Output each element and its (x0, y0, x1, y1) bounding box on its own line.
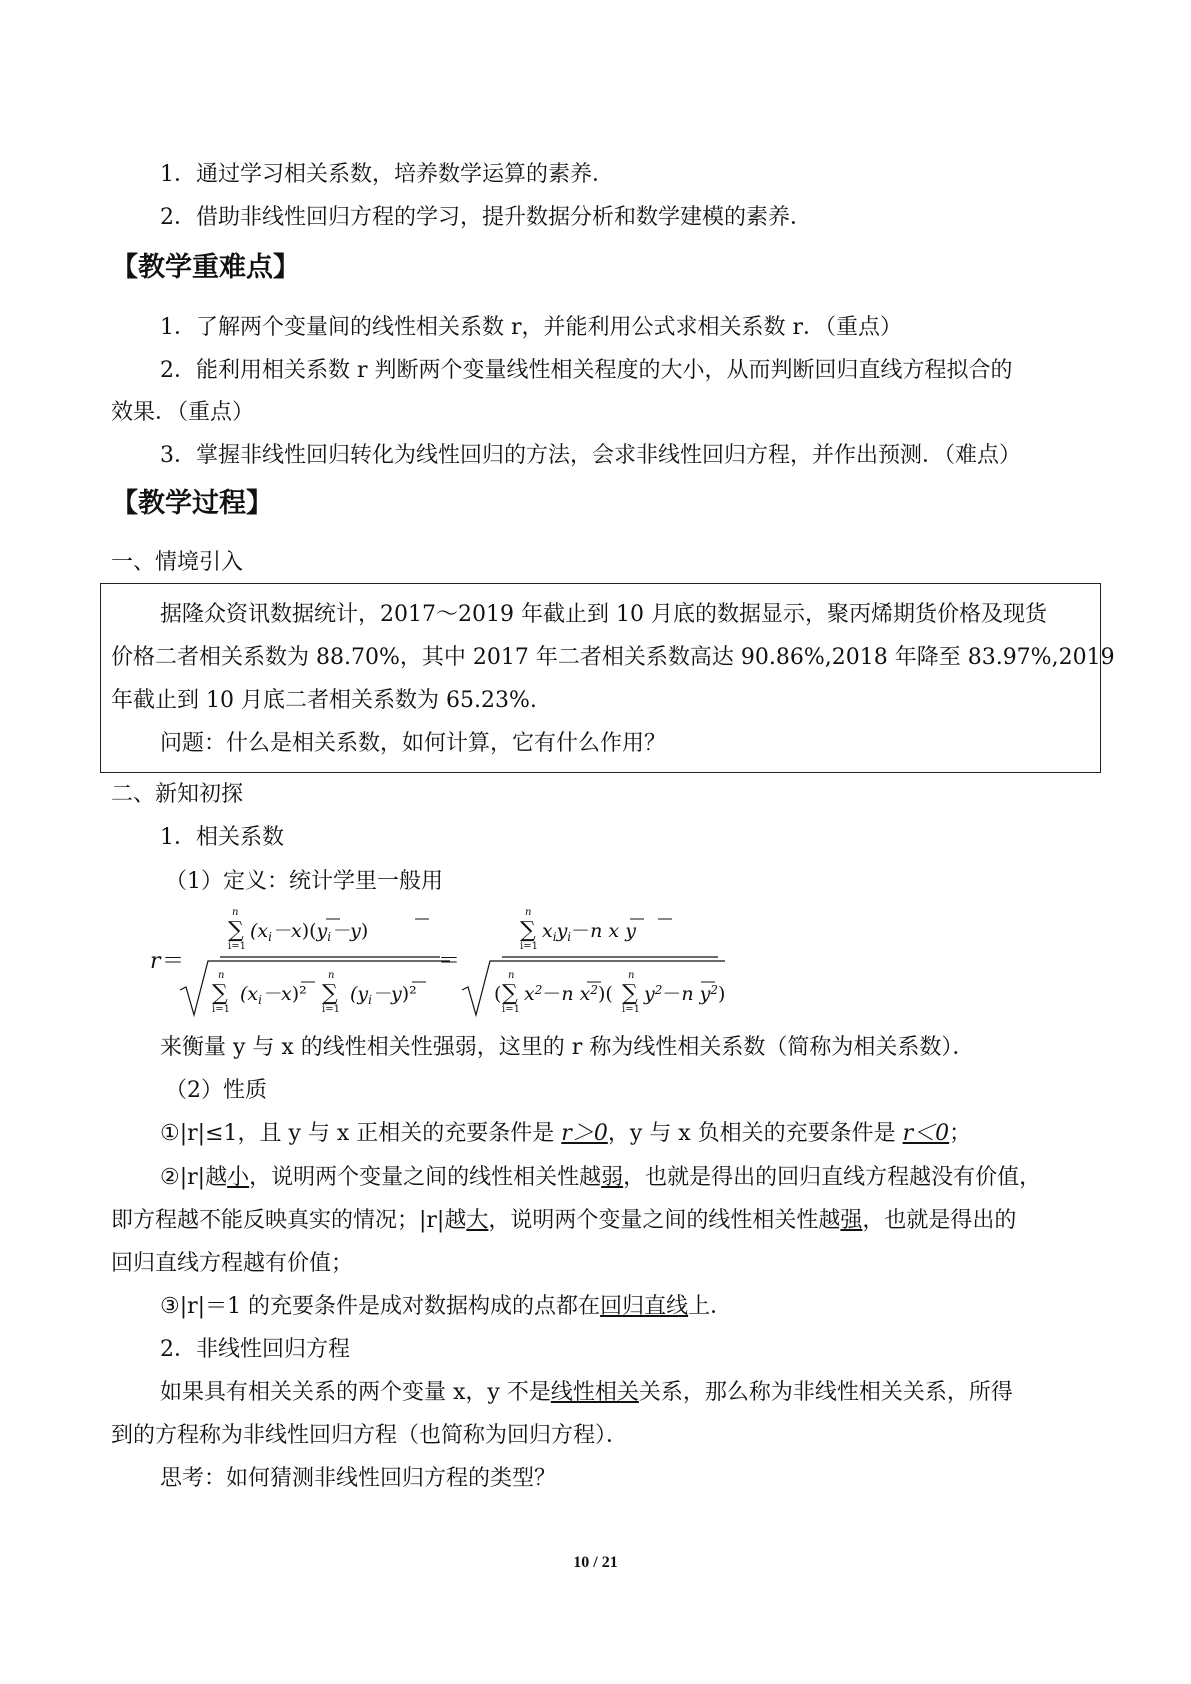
prop2-l2-a: 即方程越不能反映真实的情况；|r|越 (111, 1208, 467, 1233)
property-1 (160, 1119, 971, 1149)
svg-text:r: r (150, 949, 161, 974)
property-2-line-1 (160, 1163, 1041, 1193)
nonlinear-c: 关系，那么称为非线性相关关系，所得 (638, 1380, 1013, 1405)
nonlinear-linear-correlation: 线性相关 (550, 1380, 639, 1405)
svg-text:i=1: i=1 (228, 941, 246, 952)
prop2-l2-e: ，也就是得出的 (862, 1208, 1017, 1233)
objective-1: 1．通过学习相关系数，培养数学运算的素养． (160, 162, 614, 187)
svg-text:∑: ∑ (228, 918, 244, 943)
prop2-strong: 强 (840, 1208, 863, 1233)
prop2-weak: 弱 (601, 1165, 624, 1190)
svg-text:n: n (328, 970, 335, 981)
prop1-positive-condition: r＞0 (561, 1121, 608, 1146)
prop1-negative-condition: r＜0 (902, 1121, 950, 1146)
svg-text:i=1: i=1 (322, 1004, 340, 1015)
prop2-small: 小 (227, 1165, 250, 1190)
property-2-line-2 (111, 1206, 1016, 1236)
svg-text:n: n (508, 970, 515, 981)
svg-text:i=1: i=1 (502, 1004, 520, 1015)
prop1-text-e: ； (949, 1121, 972, 1146)
nonlinear-line-1 (160, 1378, 1013, 1408)
prop3-a: ③|r|＝1 的充要条件是成对数据构成的点都在 (160, 1294, 601, 1319)
svg-text:(yi－y)²: $(y_i-y)^2$ (350, 983, 417, 1007)
section-1-title: 一、情境引入 (111, 550, 244, 575)
prop3-c: 上． (688, 1294, 733, 1319)
scenario-line-2: 价格二者相关系数为 88.70%，其中 2017 年二者相关系数高达 90.86%,2018 年降至 83.97%,2019 (111, 645, 1115, 670)
nonlinear-a: 如果具有相关关系的两个变量 x，y 不是 (160, 1380, 551, 1405)
prop1-text-c: ，y 与 x 负相关的充要条件是 (607, 1121, 903, 1146)
key-point-3: 3．掌握非线性回归转化为线性回归的方法，会求非线性回归方程，并作出预测．（难点） (160, 443, 1022, 468)
svg-text:n: n (525, 907, 532, 918)
prop2-l1-e: ，也就是得出的回归直线方程越没有价值， (623, 1165, 1042, 1190)
prop3-regression-line: 回归直线 (600, 1294, 689, 1319)
svg-text:∑: ∑ (502, 981, 518, 1006)
section-2-title: 二、新知初探 (111, 782, 244, 807)
property-title: （2）性质 (165, 1078, 267, 1103)
correlation-formula (150, 905, 790, 1020)
prop1-text-a: ①|r|≤1，且 y 与 x 正相关的充要条件是 (160, 1121, 562, 1146)
subsection-2-title: 2．非线性回归方程 (160, 1337, 350, 1362)
prop2-l1-c: ，说明两个变量之间的线性相关性越 (249, 1165, 602, 1190)
svg-text:n: n (232, 907, 239, 918)
svg-text:y2－n y2): $y^2-n$ $y^2$) (644, 983, 726, 1005)
svg-text:x2－n x2)(: $x^2-n$ $x^2$)( (524, 983, 613, 1005)
svg-text:∑: ∑ (322, 981, 338, 1006)
svg-text:(: ( (494, 983, 502, 1005)
svg-text:∑: ∑ (212, 981, 228, 1006)
svg-text:(xi－x)²: $(x_i-x)^2$ (240, 983, 307, 1007)
svg-text:i=1: i=1 (520, 941, 538, 952)
process-heading: 【教学过程】 (111, 488, 273, 519)
key-point-2-cont: 效果．（重点） (111, 400, 255, 425)
objective-2: 2．借助非线性回归方程的学习，提升数据分析和数学建模的素养． (160, 205, 812, 230)
svg-text:xiyi－n x y: $x_iy_i-n$ x y (542, 920, 636, 944)
svg-text:∑: ∑ (520, 918, 536, 943)
svg-text:＝: ＝ (438, 949, 461, 974)
property-2-line-3: 回归直线方程越有价值； (111, 1251, 354, 1276)
svg-text:i=1: i=1 (622, 1004, 640, 1015)
svg-text:i=1: i=1 (212, 1004, 230, 1015)
nonlinear-line-2: 到的方程称为非线性回归方程（也简称为回归方程）． (111, 1423, 629, 1448)
svg-text:n: n (628, 970, 635, 981)
scenario-question: 问题：什么是相关系数，如何计算，它有什么作用？ (160, 731, 667, 756)
definition-lead: （1）定义：统计学里一般用 (165, 869, 443, 894)
key-point-2: 2．能利用相关系数 r 判断两个变量线性相关程度的大小，从而判断回归直线方程拟合的 (160, 358, 1013, 383)
prop2-l2-c: ，说明两个变量之间的线性相关性越 (488, 1208, 841, 1233)
scenario-line-3: 年截止到 10 月底二者相关系数为 65.23%. (111, 688, 537, 713)
prop2-large: 大 (466, 1208, 489, 1233)
svg-text:(xi－x)(yi－y): $(x_i-x)(y_i-y)$ (250, 920, 369, 944)
subsection-1-title: 1．相关系数 (160, 825, 284, 850)
key-point-1: 1．了解两个变量间的线性相关系数 r，并能利用公式求相关系数 r．（重点） (160, 315, 903, 340)
prop2-l1-a: ②|r|越 (160, 1165, 228, 1190)
page-number: 10 / 21 (573, 1554, 618, 1571)
key-points-heading: 【教学重难点】 (111, 252, 300, 283)
property-3 (160, 1292, 732, 1322)
think-question: 思考：如何猜测非线性回归方程的类型？ (160, 1466, 557, 1491)
scenario-line-1: 据隆众资讯数据统计，2017～2019 年截止到 10 月底的数据显示，聚丙烯期货价格及现货 (160, 602, 1047, 627)
svg-text:＝: ＝ (162, 949, 185, 974)
svg-text:n: n (218, 970, 225, 981)
after-formula-text: 来衡量 y 与 x 的线性相关性强弱，这里的 r 称为线性相关系数（简称为相关系数）． (160, 1035, 975, 1060)
svg-text:∑: ∑ (622, 981, 638, 1006)
